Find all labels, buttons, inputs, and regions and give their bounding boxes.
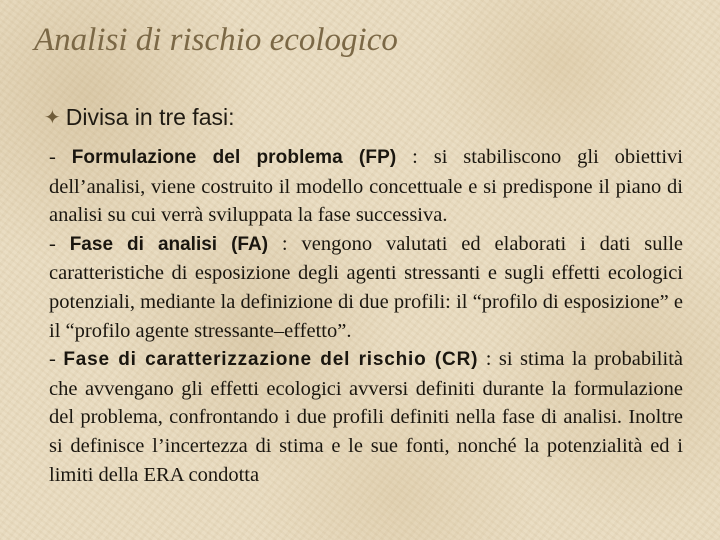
phase-prefix: - bbox=[49, 348, 64, 371]
phase-paragraph-fa bbox=[49, 230, 683, 345]
phase-description-fa: : vengono valutati ed elaborati i dati sulle caratteristiche di esposizione degli agenti stressanti e sugli effetti ecologici potenziali, mediante la definizione di due profili: il “profilo di esposizione” e il “profilo agente stressante–effetto”. bbox=[49, 232, 683, 342]
slide-title: Analisi di rischio ecologico bbox=[34, 22, 398, 58]
phase-prefix: - bbox=[49, 232, 70, 255]
star-bullet-icon: ✦ bbox=[44, 106, 61, 129]
bullet-text: Divisa in tre fasi: bbox=[65, 104, 235, 130]
phase-prefix: - bbox=[49, 146, 72, 168]
phase-term-fp: Formulazione del problema (FP) bbox=[71, 147, 397, 168]
phase-paragraph-fp bbox=[49, 143, 683, 230]
phase-list bbox=[49, 143, 683, 489]
phase-term-cr: Fase di caratterizzazione del rischio (CR) bbox=[63, 349, 479, 371]
phase-paragraph-cr bbox=[49, 345, 683, 489]
phase-description-fp: : si stabiliscono gli obiettivi dell’analisi, viene costruito il modello concettuale e si predispone il piano di analisi su cui verrà sviluppata la fase successiva. bbox=[49, 146, 683, 227]
bullet-item bbox=[44, 104, 234, 131]
phase-term-fa: Fase di analisi (FA) bbox=[69, 233, 269, 255]
phase-description-cr: : si stima la probabilità che avvengano gli effetti ecologici avversi definiti durante la formulazione del problema, confrontando i due profili definiti nella fase di analisi. Inoltre si definisce l’incertezza di stima e le sue fonti, nonché la potenzialità ed i limiti della ERA condotta bbox=[49, 348, 683, 486]
